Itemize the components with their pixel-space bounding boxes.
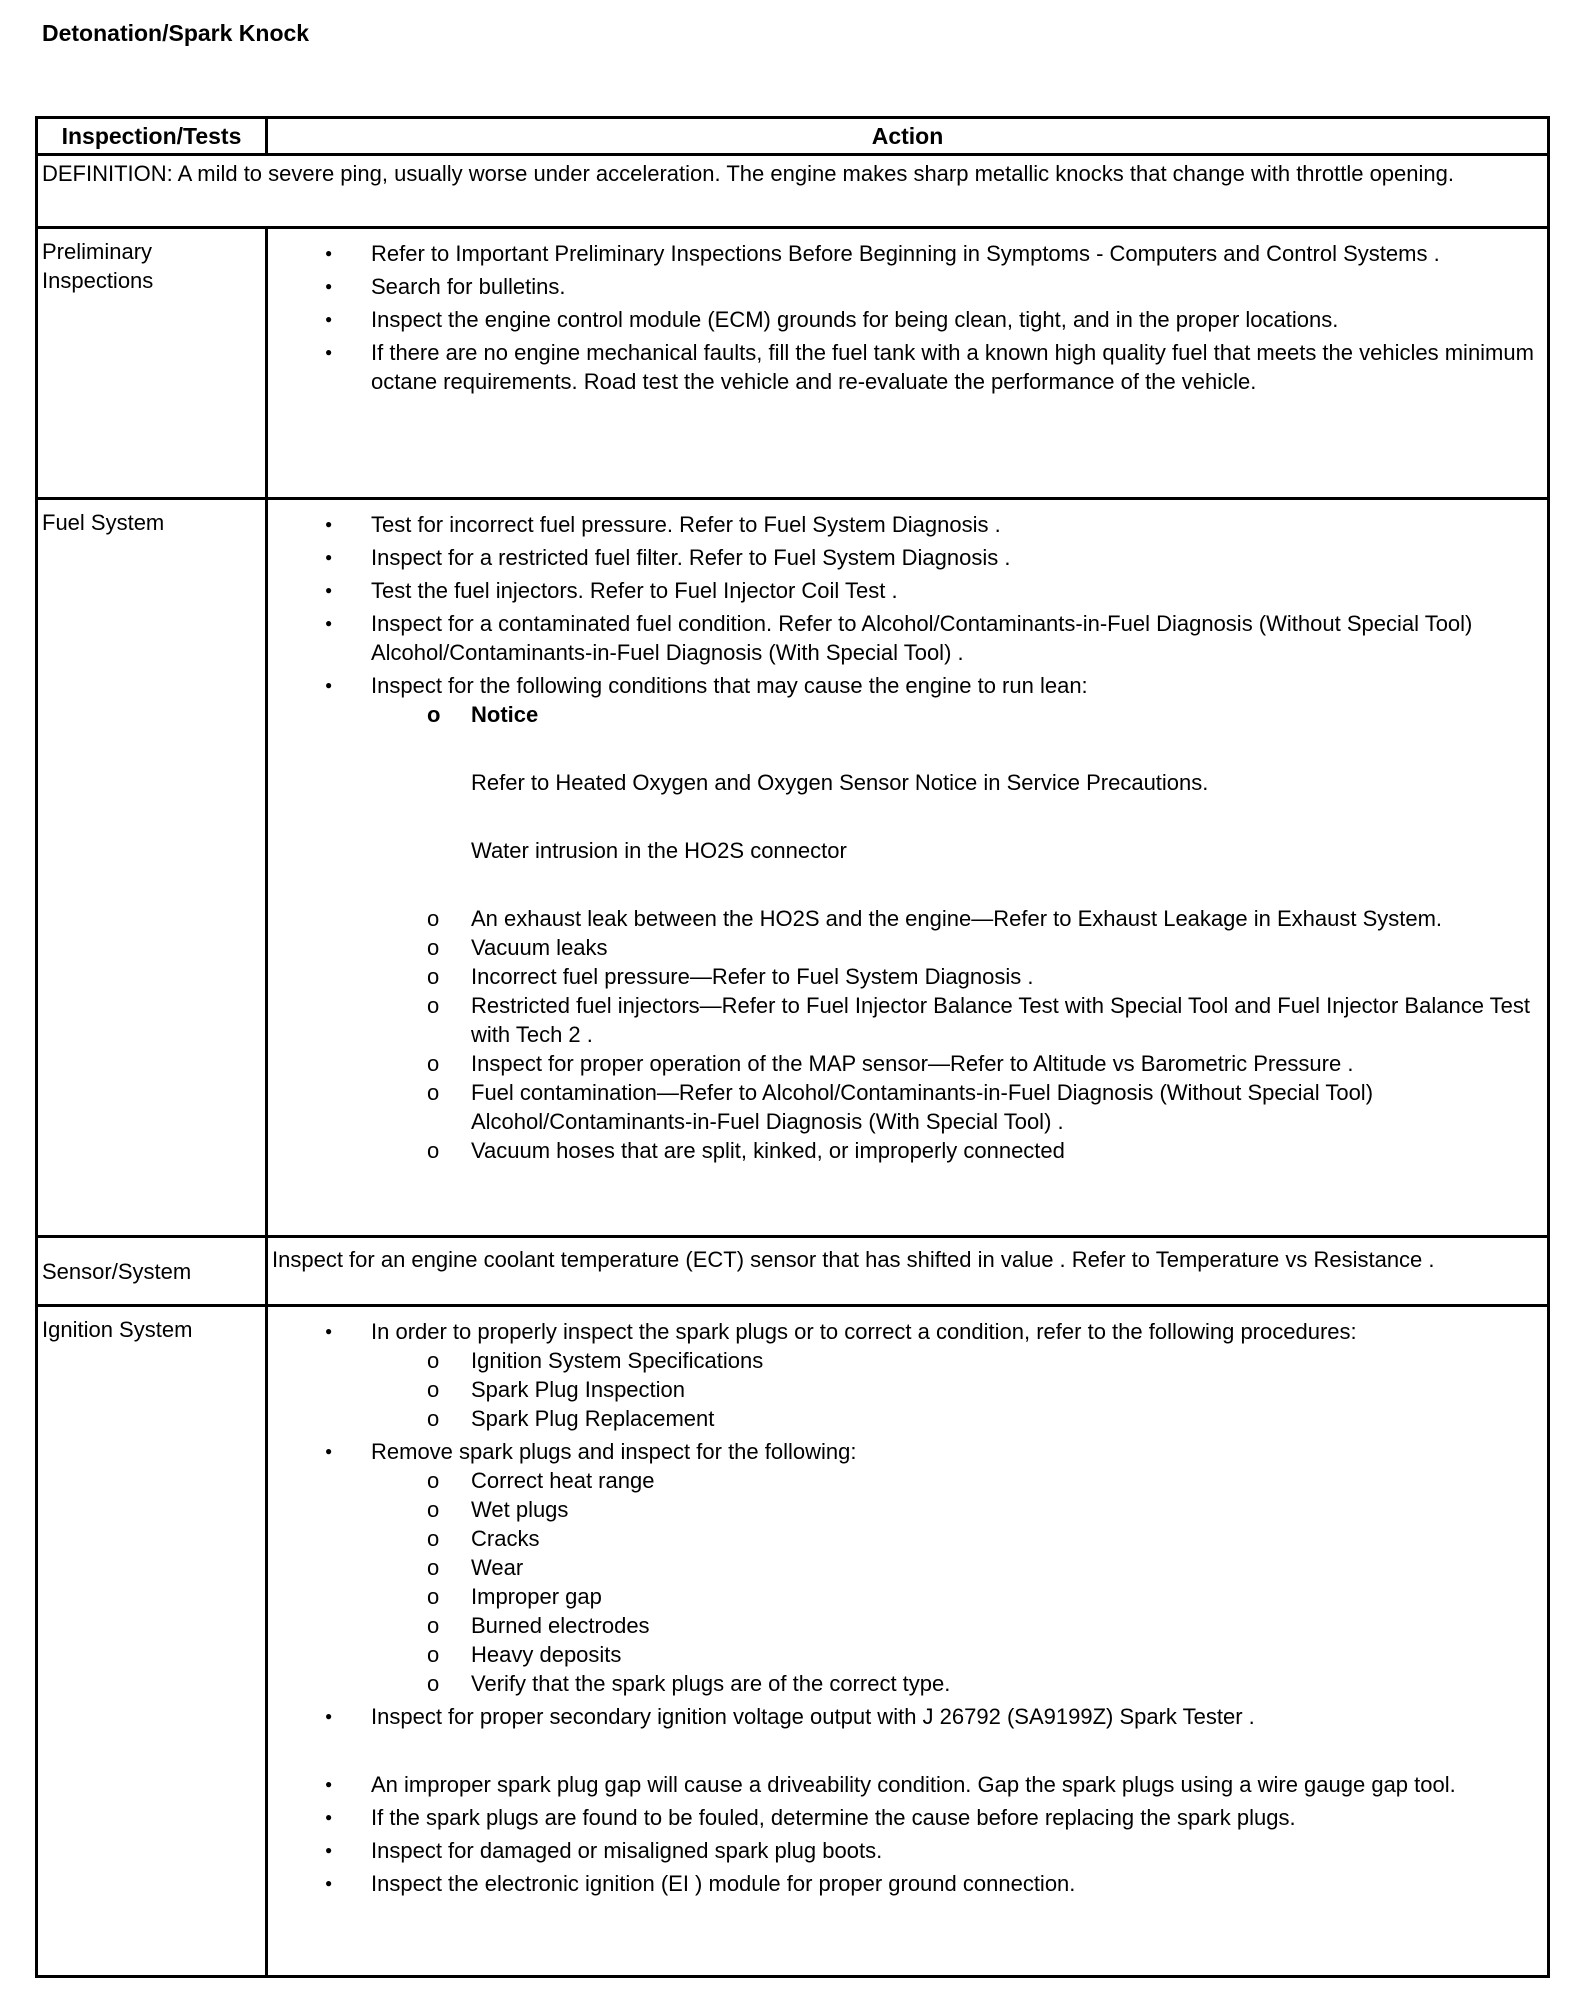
header-row (37, 118, 1549, 155)
sub-item: o Fuel contamination—Refer to Alcohol/Contaminants-in-Fuel Diagnosis (Without Special Tool) Alcohol/Contaminants-in-Fuel Diagnosis (With Special Tool) . (268, 1078, 1539, 1136)
table-row (37, 1237, 1549, 1306)
sensor-text: Inspect for an engine coolant temperature (ECT) sensor that has shifted in value . Refer to Temperature vs Resistance . (267, 1237, 1549, 1306)
sub-item: o An exhaust leak between the HO2S and the engine—Refer to Exhaust Leakage in Exhaust System. (268, 904, 1539, 933)
table-row (37, 228, 1549, 499)
list-item: ● Inspect the engine control module (ECM) grounds for being clean, tight, and in the proper locations. (268, 305, 1539, 334)
diagnostic-table (35, 116, 1550, 1978)
table-row (37, 1306, 1549, 1977)
row-label: Sensor/System (37, 1237, 267, 1306)
sub-item: o Improper gap (268, 1582, 1539, 1611)
sub-item: o Wear (268, 1553, 1539, 1582)
sub-item: o Restricted fuel injectors—Refer to Fuel Injector Balance Test with Special Tool and Fuel Injector Balance Test with Tech 2 . (268, 991, 1539, 1049)
list-item: ● Inspect for a contaminated fuel condition. Refer to Alcohol/Contaminants-in-Fuel Diagnosis (Without Special Tool) Alcohol/Contaminants-in-Fuel Diagnosis (With Special Tool) . (268, 609, 1539, 667)
list-item: ● Inspect for proper secondary ignition voltage output with J 26792 (SA9199Z) Spark Tester . (268, 1702, 1539, 1731)
table-row (37, 499, 1549, 1237)
sub-item: o Wet plugs (268, 1495, 1539, 1524)
list-item: ● Inspect for the following conditions that may cause the engine to run lean: (268, 671, 1539, 700)
list-item: ● Remove spark plugs and inspect for the following: (268, 1437, 1539, 1466)
sub-item: o Cracks (268, 1524, 1539, 1553)
header-inspection-tests: Inspection/Tests (37, 118, 267, 155)
row-label: Ignition System (37, 1306, 267, 1977)
list-item: ● Test the fuel injectors. Refer to Fuel Injector Coil Test . (268, 576, 1539, 605)
header-action: Action (267, 118, 1549, 155)
sub-item: o Spark Plug Replacement (268, 1404, 1539, 1433)
notice-item: Water intrusion in the HO2S connector (471, 838, 847, 863)
list-item: ● Inspect for damaged or misaligned spark plug boots. (268, 1836, 1539, 1865)
sub-item: o Inspect for proper operation of the MAP sensor—Refer to Altitude vs Barometric Pressure . (268, 1049, 1539, 1078)
sub-item: o Verify that the spark plugs are of the correct type. (268, 1669, 1539, 1698)
row-label: Fuel System (37, 499, 267, 1237)
list-item: ● Inspect for a restricted fuel filter. Refer to Fuel System Diagnosis . (268, 543, 1539, 572)
sub-item: o Correct heat range (268, 1466, 1539, 1495)
list-item: ● If there are no engine mechanical faults, fill the fuel tank with a known high quality fuel that meets the vehicles minimum octane requirements. Road test the vehicle and re-evaluate the performance of the vehicle. (268, 338, 1539, 396)
notice-text: Refer to Heated Oxygen and Oxygen Sensor Notice in Service Precautions. (471, 770, 1209, 795)
definition-row (37, 155, 1549, 228)
page-title: Detonation/Spark Knock (42, 20, 310, 46)
list-item: ● Test for incorrect fuel pressure. Refer to Fuel System Diagnosis . (268, 510, 1539, 539)
list-item: ● Inspect the electronic ignition (EI ) module for proper ground connection. (268, 1869, 1539, 1898)
sub-item: o Vacuum hoses that are split, kinked, or improperly connected (268, 1136, 1539, 1165)
sub-item: o Vacuum leaks (268, 933, 1539, 962)
list-item: ● In order to properly inspect the spark plugs or to correct a condition, refer to the following procedures: (268, 1317, 1539, 1346)
sub-item: o Burned electrodes (268, 1611, 1539, 1640)
list-item: ● If the spark plugs are found to be fouled, determine the cause before replacing the spark plugs. (268, 1803, 1539, 1832)
sub-item: o Heavy deposits (268, 1640, 1539, 1669)
row-label: Preliminary Inspections (37, 228, 267, 499)
definition-text: DEFINITION: A mild to severe ping, usually worse under acceleration. The engine makes sharp metallic knocks that change with throttle opening. (37, 155, 1549, 228)
notice-title: o Notice (268, 700, 1539, 729)
sub-item: o Spark Plug Inspection (268, 1375, 1539, 1404)
list-item: ● An improper spark plug gap will cause a driveability condition. Gap the spark plugs using a wire gauge gap tool. (268, 1770, 1539, 1799)
sub-item: o Incorrect fuel pressure—Refer to Fuel System Diagnosis . (268, 962, 1539, 991)
list-item: ● Search for bulletins. (268, 272, 1539, 301)
sub-item: o Ignition System Specifications (268, 1346, 1539, 1375)
list-item: ● Refer to Important Preliminary Inspections Before Beginning in Symptoms - Computers and Control Systems . (268, 239, 1539, 268)
